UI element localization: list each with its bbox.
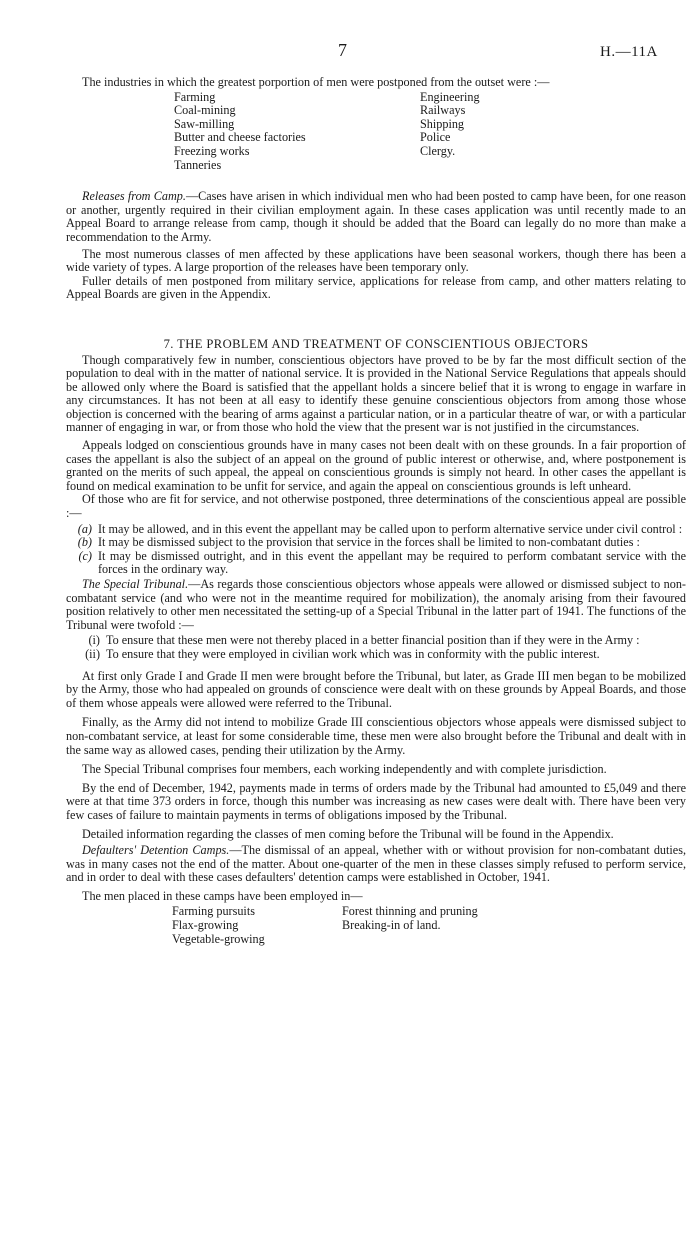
tribunal-paragraph <box>66 578 686 632</box>
special-tribunal-paragraph: The Special Tribunal comprises four members, each working independently and with complete jurisdiction. <box>82 762 607 777</box>
finally-paragraph: Finally, as the Army did not intend to mobilize Grade III conscientious objectors whose appeals were dismissed subject to non-combatant service, at least for some considerable time, these men were also brought before the Tribunal and dealt with in the same way as allowed cases, pending their utilization by the Army. <box>66 715 686 757</box>
though-paragraph: Though comparatively few in number, conscientious objectors have proved to be by far the most difficult section of the population to deal with in the matter of national service. It is provided in the National Service Regulations that appeals should be allowed only where the Board is satisfied that the appellant holds a sincere belief that it is wrong to engage in warfare in any circumstances. It has not been at all easy to identify these genuine conscientious objectors from among those whose objection is concerned with the bearing of arms against a particular nation, or in a particular theatre of war, or with a particular manner of engaging in war, or from those who hold the view that the present war is not justified in the circumstances. <box>66 352 686 435</box>
list-item: Clergy. <box>420 143 456 158</box>
determination-label: (c) <box>78 548 92 563</box>
list-item: Railways <box>420 103 466 118</box>
industries-right-column <box>420 91 480 173</box>
list-item: Freezing works <box>174 143 250 158</box>
function-item <box>66 634 686 648</box>
list-item: Breaking-in of land. <box>342 918 441 933</box>
list-item: Shipping <box>420 116 465 131</box>
list-item: Police <box>420 130 451 145</box>
fuller-paragraph: Fuller details of men postponed from military service, applications for release from camp, and other matters relating to Appeal Boards are given in the Appendix. <box>66 273 686 302</box>
employment-right-column <box>342 905 478 946</box>
list-item: Farming <box>174 89 216 104</box>
list-item: Tanneries <box>174 157 222 172</box>
list-item: Saw-milling <box>174 116 235 131</box>
employment-list <box>172 905 686 946</box>
page-header <box>0 40 700 64</box>
appeals-paragraph: Appeals lodged on conscientious grounds have in many cases not been dealt with on these grounds. In a fair proportion of cases the appellant is also the subject of an appeal on the ground of public interest or otherwise, and, where postponement is granted on the merits of such appeal, the appeal on conscientious grounds is simply not heard. In other cases the appellant is found on medical examination to be unfit for service, and again the appeal on conscientious grounds is left unheard. <box>66 438 686 493</box>
function-text: To ensure that they were employed in civilian work which was in conformity with the public interest. <box>106 646 600 661</box>
defaulters-paragraph <box>66 844 686 885</box>
list-item: Forest thinning and pruning <box>342 904 478 919</box>
determination-item <box>66 536 686 550</box>
intro-paragraph: The industries in which the greatest porportion of men were postponed from the outset were :— <box>82 75 550 89</box>
industries-left-column <box>174 91 420 173</box>
functions-list <box>66 634 686 661</box>
releases-paragraph <box>66 190 686 244</box>
detailed-paragraph: Detailed information regarding the classes of men coming before the Tribunal will be found in the Appendix. <box>82 826 614 841</box>
list-item: Flax-growing <box>172 918 239 933</box>
list-item: Engineering <box>420 89 480 104</box>
at-first-paragraph: At first only Grade I and Grade II men were brought before the Tribunal, but later, as Grade III men began to be mobilized by the Army, those who had appealed on grounds of conscience were dealt with on these grounds by Appeal Boards, and those of them whose appeals were allowed were referred to the Tribunal. <box>66 668 686 710</box>
determination-item <box>66 523 686 537</box>
list-item: Farming pursuits <box>172 904 255 919</box>
of-those-paragraph: Of those who are fit for service, and not otherwise postponed, three determinations of the conscientious appeal are possible :— <box>66 492 686 521</box>
document-code: H.—11A <box>600 44 658 60</box>
section-title: 7. THE PROBLEM AND TREATMENT OF CONSCIENTIOUS OBJECTORS <box>163 336 589 351</box>
numerous-paragraph: The most numerous classes of men affected by these applications have been seasonal workers, though there has been a wide variety of types. A large proportion of the releases have been temporary only. <box>66 246 686 275</box>
determination-text: It may be dismissed subject to the provision that service in the forces shall be limited to non-combatant duties : <box>98 535 640 550</box>
page-body <box>66 76 686 946</box>
tribunal-heading: The Special Tribunal. <box>82 577 189 591</box>
defaulters-text: —The dismissal of an appeal, whether with or without provision for non-combatant duties, was in many cases not the end of the matter. About one-quarter of the men in these classes simply refused to perform service, and in order to deal with these cases defaulters' detention camps were established in October, 1941. <box>66 843 687 885</box>
employment-left-column <box>172 905 342 946</box>
men-placed-paragraph: The men placed in these camps have been employed in— <box>82 888 363 903</box>
function-label: (ii) <box>85 646 100 661</box>
determination-text: It may be dismissed outright, and in this event the appellant may be required to perform combatant service with the forces in the ordinary way. <box>98 548 686 577</box>
function-text: To ensure that these men were not thereby placed in a better financial position than if they were in the Army : <box>106 633 640 648</box>
releases-heading: Releases from Camp. <box>82 189 186 204</box>
determination-label: (a) <box>77 521 92 536</box>
determination-item <box>66 550 686 577</box>
tribunal-text: —As regards those conscientious objectors whose appeals were allowed or dismissed subject to non-combatant service (and who were not in the meantime required for mobilization), the anomaly arising from their favoured position relatively to other men necessitated the setting-up of a Special Tribunal in the latter part of 1941. The functions of the Tribunal were twofold :— <box>66 577 686 632</box>
determination-text: It may be allowed, and in this event the appellant may be called upon to perform alternative service under civil control : <box>98 521 683 536</box>
determinations-list <box>66 523 686 577</box>
page-number: 7 <box>338 40 347 60</box>
defaulters-heading: Defaulters' Detention Camps. <box>82 843 230 858</box>
by-end-paragraph: By the end of December, 1942, payments made in terms of orders made by the Tribunal had amounted to £5,049 and there were at that time 373 orders in force, though this number was increasing as new cases were dealt with. There have been very few cases of failure to maintain payments in terms of obligations imposed by the Tribunal. <box>66 780 686 822</box>
function-label: (i) <box>88 633 100 648</box>
list-item: Vegetable-growing <box>172 931 265 946</box>
function-item <box>66 648 686 662</box>
list-item: Coal-mining <box>174 103 236 118</box>
determination-label: (b) <box>77 535 92 550</box>
industries-list <box>174 91 686 173</box>
list-item: Butter and cheese factories <box>174 130 306 145</box>
releases-text: —Cases have arisen in which individual men who had been posted to camp have been, for one reason or another, urgently required in their civilian employment again. In these cases application was until recently made to an Appeal Board to arrange release from camp, though it should be added that the Board can legally do no more than make a recommendation to the Army. <box>66 189 687 244</box>
